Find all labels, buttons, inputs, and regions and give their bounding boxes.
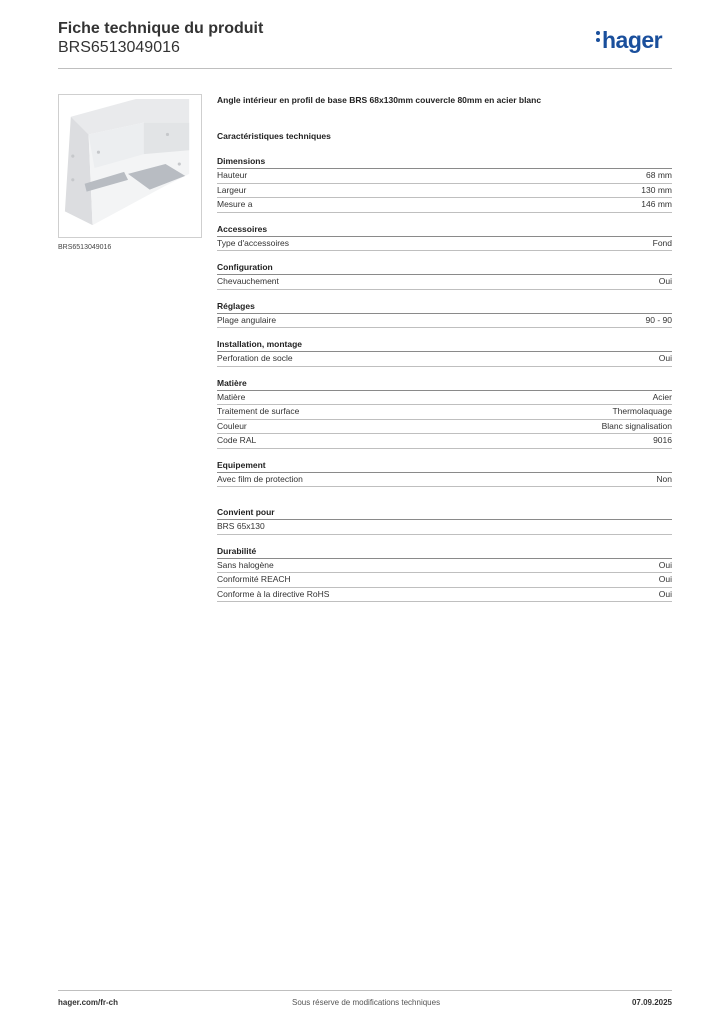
spec-value: 90 - 90 [645,314,672,325]
spec-value: Blanc signalisation [601,420,672,431]
spec-row [217,352,672,367]
spec-row [217,520,672,535]
spec-sheet [217,94,672,612]
spec-label: Couleur [217,420,247,431]
spec-value: Fond [652,237,672,248]
spec-label: Avec film de protection [217,473,303,484]
logo-text: hager [602,27,663,53]
spec-group-title: Installation, montage [217,338,672,352]
spec-row [217,559,672,574]
spec-value: 68 mm [646,170,672,180]
spec-row [217,405,672,420]
spec-label: Plage angulaire [217,314,277,325]
spec-label: Mesure a [217,199,253,209]
spec-row [217,391,672,406]
image-caption: BRS6513049016 [58,244,112,251]
spec-label: Type d'accessoires [217,237,290,248]
spec-group [217,545,672,603]
corner-angle-illustration [59,95,201,237]
spec-groups [217,155,672,602]
spec-group-title: Convient pour [217,506,672,520]
spec-label: BRS 65x130 [217,521,265,531]
spec-group-title: Matière [217,377,672,391]
spec-group-title: Durabilité [217,545,672,559]
footer-disclaimer: Sous réserve de modifications techniques [292,998,441,1007]
spec-row [217,184,672,199]
spec-value: Oui [658,559,672,570]
spec-value: 9016 [653,435,672,445]
hager-logo [596,27,662,54]
spec-label: Sans halogène [217,559,274,570]
page-title: Fiche technique du produit [58,20,264,37]
product-image [58,94,202,238]
spec-value: Non [656,473,672,484]
spec-value: 130 mm [641,184,672,195]
spec-value: Oui [658,574,672,584]
spec-value: 146 mm [641,199,672,209]
spec-value: Oui [658,353,672,363]
spec-label: Chevauchement [217,276,279,286]
spec-row [217,588,672,603]
spec-value: Acier [652,391,672,402]
spec-group-title: Accessoires [217,223,672,237]
spec-label: Traitement de surface [217,406,300,416]
spec-group [217,155,672,213]
footer-website[interactable]: hager.com/fr-ch [58,998,119,1007]
spec-group [217,261,672,290]
spec-group [217,506,672,535]
spec-group [217,300,672,329]
spec-row [217,198,672,213]
footer-date: 07.09.2025 [631,998,672,1007]
footer-divider [58,990,672,991]
product-reference: BRS6513049016 [58,39,180,56]
spec-row [217,434,672,449]
spec-row [217,473,672,488]
spec-row [217,420,672,435]
spec-label: Perforation de socle [217,353,293,363]
spec-label: Matière [217,391,246,402]
spec-group [217,459,672,488]
spec-label: Code RAL [217,435,257,445]
spec-label: Hauteur [217,170,248,180]
spec-row [217,169,672,184]
spec-group-title: Configuration [217,261,672,275]
section-title: Caractéristiques techniques [217,131,331,141]
spec-row [217,573,672,588]
spec-label: Conforme à la directive RoHS [217,588,330,599]
spec-value: Oui [658,588,672,599]
spec-row [217,275,672,290]
spec-row [217,314,672,329]
header-divider [58,68,672,69]
logo-dots-icon [596,31,600,45]
spec-label: Conformité REACH [217,574,291,584]
product-description: Angle intérieur en profil de base BRS 68x130mm couvercle 80mm en acier blanc [217,95,542,105]
spec-group [217,223,672,252]
spec-label: Largeur [217,184,247,195]
spec-row [217,237,672,252]
spec-group-title: Dimensions [217,155,672,169]
spec-group [217,338,672,367]
spec-group-title: Réglages [217,300,672,314]
spec-value: Oui [658,276,672,286]
spec-group-title: Equipement [217,459,672,473]
spec-group [217,377,672,449]
spec-value: Thermolaquage [612,406,672,416]
